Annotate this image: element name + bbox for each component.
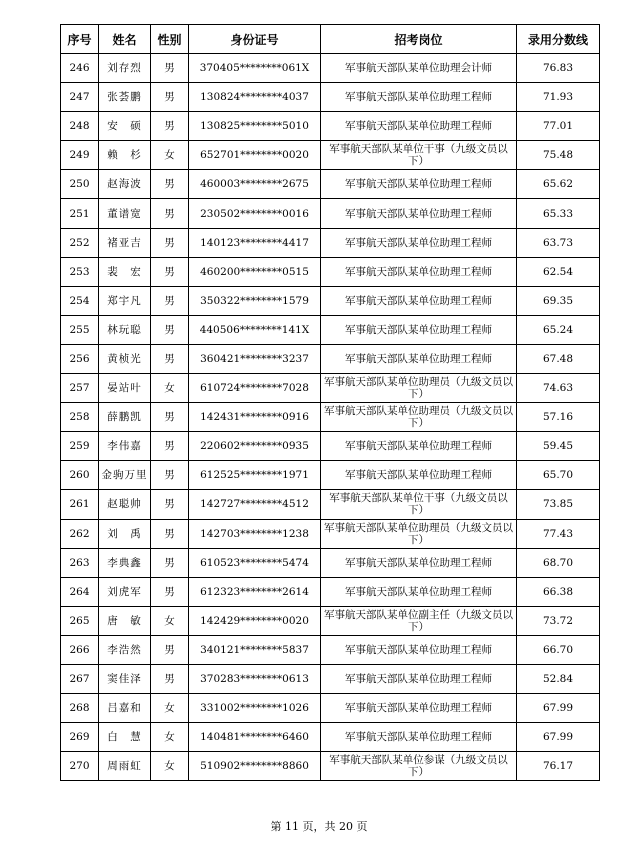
name-cell: 安 硕 <box>99 112 151 141</box>
score-cell: 63.73 <box>517 228 600 257</box>
table-row <box>61 170 600 199</box>
id-cell: 130824********4037 <box>189 83 321 112</box>
seq-cell: 256 <box>61 344 99 373</box>
name-cell: 李浩然 <box>99 635 151 664</box>
id-cell: 350322********1579 <box>189 286 321 315</box>
id-cell: 610724********7028 <box>189 374 321 403</box>
header-gender: 性别 <box>151 25 189 54</box>
seq-cell: 266 <box>61 635 99 664</box>
seq-cell: 252 <box>61 228 99 257</box>
seq-cell: 253 <box>61 257 99 286</box>
position-cell: 军事航天部队某单位助理工程师 <box>321 723 517 752</box>
table-row <box>61 257 600 286</box>
table-body <box>61 54 600 781</box>
position-cell: 军事航天部队某单位助理工程师 <box>321 199 517 228</box>
score-cell: 73.85 <box>517 490 600 519</box>
id-cell: 460200********0515 <box>189 257 321 286</box>
id-cell: 142431********0916 <box>189 403 321 432</box>
id-cell: 460003********2675 <box>189 170 321 199</box>
table-row <box>61 432 600 461</box>
position-cell: 军事航天部队某单位助理工程师 <box>321 112 517 141</box>
id-cell: 510902********8860 <box>189 752 321 781</box>
position-cell: 军事航天部队某单位助理工程师 <box>321 83 517 112</box>
score-cell: 59.45 <box>517 432 600 461</box>
position-cell: 军事航天部队某单位助理工程师 <box>321 344 517 373</box>
gender-cell: 女 <box>151 374 189 403</box>
name-cell: 吕嘉和 <box>99 694 151 723</box>
score-cell: 71.93 <box>517 83 600 112</box>
name-cell: 张荟鹏 <box>99 83 151 112</box>
position-cell: 军事航天部队某单位助理工程师 <box>321 577 517 606</box>
id-cell: 370283********0613 <box>189 664 321 693</box>
gender-cell: 男 <box>151 286 189 315</box>
id-cell: 370405********061X <box>189 54 321 83</box>
position-cell: 军事航天部队某单位助理员（九级文员以下） <box>321 403 517 432</box>
score-cell: 67.99 <box>517 694 600 723</box>
gender-cell: 男 <box>151 315 189 344</box>
id-cell: 142727********4512 <box>189 490 321 519</box>
gender-cell: 男 <box>151 577 189 606</box>
seq-cell: 246 <box>61 54 99 83</box>
page-footer: 第 11 页，共 20 页 <box>270 820 368 833</box>
name-cell: 林玩聪 <box>99 315 151 344</box>
position-cell: 军事航天部队某单位助理工程师 <box>321 170 517 199</box>
gender-cell: 男 <box>151 432 189 461</box>
gender-cell: 男 <box>151 548 189 577</box>
table-row <box>61 374 600 403</box>
score-cell: 77.43 <box>517 519 600 548</box>
header-seq: 序号 <box>61 25 99 54</box>
name-cell: 金驹万里 <box>99 461 151 490</box>
position-cell: 军事航天部队某单位助理工程师 <box>321 315 517 344</box>
id-cell: 220602********0935 <box>189 432 321 461</box>
seq-cell: 248 <box>61 112 99 141</box>
seq-cell: 265 <box>61 606 99 635</box>
id-cell: 652701********0020 <box>189 141 321 170</box>
gender-cell: 男 <box>151 664 189 693</box>
score-cell: 67.48 <box>517 344 600 373</box>
name-cell: 郑宇凡 <box>99 286 151 315</box>
score-cell: 66.38 <box>517 577 600 606</box>
table-row <box>61 54 600 83</box>
seq-cell: 259 <box>61 432 99 461</box>
table-row <box>61 286 600 315</box>
name-cell: 李伟嘉 <box>99 432 151 461</box>
gender-cell: 女 <box>151 606 189 635</box>
score-cell: 65.62 <box>517 170 600 199</box>
seq-cell: 251 <box>61 199 99 228</box>
position-cell: 军事航天部队某单位助理工程师 <box>321 635 517 664</box>
table-row <box>61 752 600 781</box>
name-cell: 裴 宏 <box>99 257 151 286</box>
score-cell: 75.48 <box>517 141 600 170</box>
name-cell: 刘 禹 <box>99 519 151 548</box>
id-cell: 610523********5474 <box>189 548 321 577</box>
name-cell: 赵聪帅 <box>99 490 151 519</box>
seq-cell: 267 <box>61 664 99 693</box>
name-cell: 刘存烈 <box>99 54 151 83</box>
score-cell: 65.70 <box>517 461 600 490</box>
table-row <box>61 83 600 112</box>
gender-cell: 男 <box>151 403 189 432</box>
id-cell: 230502********0016 <box>189 199 321 228</box>
gender-cell: 女 <box>151 141 189 170</box>
name-cell: 薛鹏凯 <box>99 403 151 432</box>
name-cell: 赖 杉 <box>99 141 151 170</box>
gender-cell: 男 <box>151 344 189 373</box>
id-cell: 440506********141X <box>189 315 321 344</box>
position-cell: 军事航天部队某单位助理工程师 <box>321 461 517 490</box>
seq-cell: 264 <box>61 577 99 606</box>
id-cell: 140123********4417 <box>189 228 321 257</box>
table-row <box>61 635 600 664</box>
name-cell: 李典鑫 <box>99 548 151 577</box>
seq-cell: 255 <box>61 315 99 344</box>
id-cell: 612525********1971 <box>189 461 321 490</box>
score-cell: 65.24 <box>517 315 600 344</box>
gender-cell: 男 <box>151 83 189 112</box>
id-cell: 360421********3237 <box>189 344 321 373</box>
score-cell: 57.16 <box>517 403 600 432</box>
seq-cell: 254 <box>61 286 99 315</box>
table-row <box>61 344 600 373</box>
gender-cell: 男 <box>151 54 189 83</box>
id-cell: 331002********1026 <box>189 694 321 723</box>
id-cell: 340121********5837 <box>189 635 321 664</box>
admission-table <box>60 24 600 781</box>
table-row <box>61 461 600 490</box>
table-row <box>61 141 600 170</box>
table-row <box>61 403 600 432</box>
seq-cell: 262 <box>61 519 99 548</box>
gender-cell: 男 <box>151 112 189 141</box>
name-cell: 赵海波 <box>99 170 151 199</box>
position-cell: 军事航天部队某单位助理工程师 <box>321 432 517 461</box>
seq-cell: 270 <box>61 752 99 781</box>
seq-cell: 260 <box>61 461 99 490</box>
id-cell: 142429********0020 <box>189 606 321 635</box>
table-row <box>61 519 600 548</box>
header-name: 姓名 <box>99 25 151 54</box>
gender-cell: 男 <box>151 170 189 199</box>
position-cell: 军事航天部队某单位助理员（九级文员以下） <box>321 374 517 403</box>
seq-cell: 250 <box>61 170 99 199</box>
score-cell: 65.33 <box>517 199 600 228</box>
name-cell: 刘虎军 <box>99 577 151 606</box>
table-row <box>61 490 600 519</box>
gender-cell: 男 <box>151 199 189 228</box>
gender-cell: 男 <box>151 519 189 548</box>
gender-cell: 女 <box>151 694 189 723</box>
score-cell: 52.84 <box>517 664 600 693</box>
gender-cell: 女 <box>151 723 189 752</box>
seq-cell: 269 <box>61 723 99 752</box>
gender-cell: 男 <box>151 635 189 664</box>
name-cell: 窦佳泽 <box>99 664 151 693</box>
score-cell: 68.70 <box>517 548 600 577</box>
position-cell: 军事航天部队某单位助理工程师 <box>321 664 517 693</box>
name-cell: 周雨虹 <box>99 752 151 781</box>
gender-cell: 男 <box>151 257 189 286</box>
table-row <box>61 577 600 606</box>
seq-cell: 261 <box>61 490 99 519</box>
seq-cell: 263 <box>61 548 99 577</box>
name-cell: 黄桢光 <box>99 344 151 373</box>
name-cell: 白 慧 <box>99 723 151 752</box>
table-row <box>61 664 600 693</box>
gender-cell: 男 <box>151 228 189 257</box>
position-cell: 军事航天部队某单位助理工程师 <box>321 257 517 286</box>
score-cell: 66.70 <box>517 635 600 664</box>
table-row <box>61 723 600 752</box>
score-cell: 77.01 <box>517 112 600 141</box>
name-cell: 董谱宽 <box>99 199 151 228</box>
position-cell: 军事航天部队某单位助理员（九级文员以下） <box>321 519 517 548</box>
id-cell: 142703********1238 <box>189 519 321 548</box>
seq-cell: 257 <box>61 374 99 403</box>
position-cell: 军事航天部队某单位干事（九级文员以下） <box>321 490 517 519</box>
id-cell: 140481********6460 <box>189 723 321 752</box>
header-position: 招考岗位 <box>321 25 517 54</box>
header-score: 录用分数线 <box>517 25 600 54</box>
score-cell: 69.35 <box>517 286 600 315</box>
table-row <box>61 112 600 141</box>
header-id: 身份证号 <box>189 25 321 54</box>
position-cell: 军事航天部队某单位副主任（九级文员以下） <box>321 606 517 635</box>
name-cell: 晏站叶 <box>99 374 151 403</box>
position-cell: 军事航天部队某单位助理工程师 <box>321 286 517 315</box>
score-cell: 76.83 <box>517 54 600 83</box>
table-row <box>61 548 600 577</box>
position-cell: 军事航天部队某单位助理会计师 <box>321 54 517 83</box>
table-header-row <box>61 25 600 54</box>
table-row <box>61 606 600 635</box>
seq-cell: 247 <box>61 83 99 112</box>
name-cell: 唐 敏 <box>99 606 151 635</box>
seq-cell: 258 <box>61 403 99 432</box>
seq-cell: 268 <box>61 694 99 723</box>
score-cell: 73.72 <box>517 606 600 635</box>
position-cell: 军事航天部队某单位干事（九级文员以下） <box>321 141 517 170</box>
table-row <box>61 228 600 257</box>
gender-cell: 男 <box>151 461 189 490</box>
id-cell: 130825********5010 <box>189 112 321 141</box>
position-cell: 军事航天部队某单位助理工程师 <box>321 694 517 723</box>
position-cell: 军事航天部队某单位助理工程师 <box>321 228 517 257</box>
table-row <box>61 199 600 228</box>
seq-cell: 249 <box>61 141 99 170</box>
id-cell: 612323********2614 <box>189 577 321 606</box>
name-cell: 褚亚吉 <box>99 228 151 257</box>
gender-cell: 男 <box>151 490 189 519</box>
score-cell: 74.63 <box>517 374 600 403</box>
table-row <box>61 315 600 344</box>
position-cell: 军事航天部队某单位参谋（九级文员以下） <box>321 752 517 781</box>
table-row <box>61 694 600 723</box>
score-cell: 76.17 <box>517 752 600 781</box>
score-cell: 62.54 <box>517 257 600 286</box>
score-cell: 67.99 <box>517 723 600 752</box>
gender-cell: 女 <box>151 752 189 781</box>
position-cell: 军事航天部队某单位助理工程师 <box>321 548 517 577</box>
